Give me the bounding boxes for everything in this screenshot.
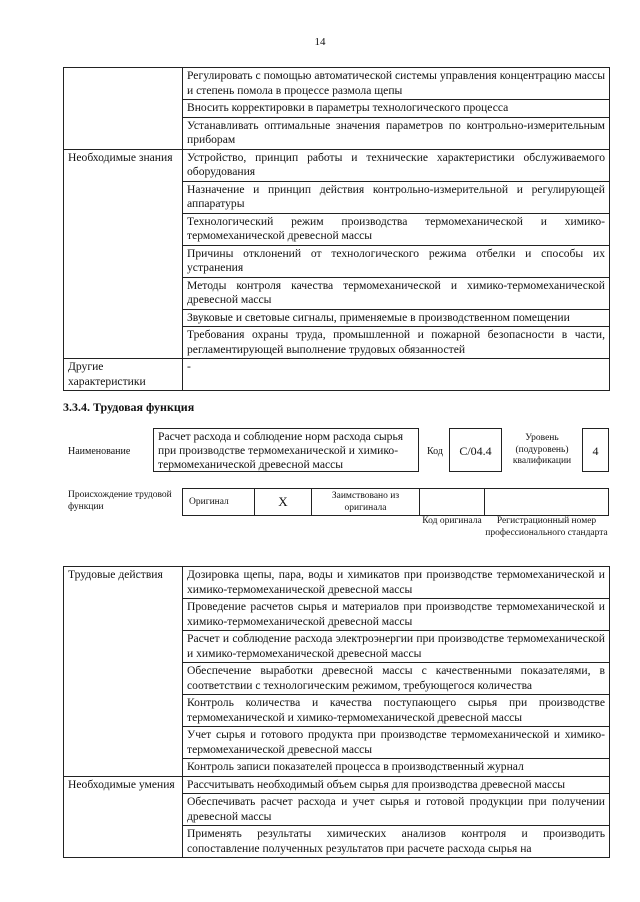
action-item: Дозировка щепы, пара, воды и химикатов при производстве термомеханической и химико-термомеханической древесной массы — [183, 567, 610, 599]
knowledge-item: Методы контроля качества термомеханической и химико-термомеханической древесной массы — [183, 277, 610, 309]
function-name-box: Расчет расхода и соблюдение норм расхода сырья при производстве термомеханической и химико-термомеханической древесной массы — [153, 428, 419, 472]
original-code-box — [419, 488, 485, 516]
action-item: Расчет и соблюдение расхода электроэнергии при производстве термомеханической и химико-термомеханической древесной массы — [183, 631, 610, 663]
action-item: Обеспечение выработки древесной массы с качественными показателями, в соответствии с технологическим режимом, требующегося количества — [183, 663, 610, 695]
table-row — [64, 359, 610, 391]
level-box: 4 — [582, 428, 609, 472]
knowledge-category-label: Другие характеристики — [64, 359, 183, 391]
origin-label: Происхождение трудовой функции — [68, 490, 172, 512]
knowledge-item: Регулировать с помощью автоматической системы управления концентрацию массы и степень помола в процессе размола щепы — [183, 68, 610, 100]
registration-number-box — [484, 488, 609, 516]
level-label: Уровень (подуровень) квалификации — [512, 433, 572, 466]
knowledge-category-label — [64, 68, 183, 150]
action-item: Применять результаты химических анализов контроля и производить сопоставление полученных результатов при расчете расхода сырья на — [183, 826, 610, 858]
action-category-label: Трудовые действия — [64, 567, 183, 777]
action-item: Проведение расчетов сырья и материалов при производстве термомеханической и химико-термомеханической древесной массы — [183, 599, 610, 631]
knowledge-item: Причины отклонений от технологического режима отбелки и способы их устранения — [183, 245, 610, 277]
action-item: Контроль количества и качества поступающего сырья при производстве термомеханической и химико-термомеханической древесной массы — [183, 695, 610, 727]
knowledge-item: - — [183, 359, 610, 391]
action-item: Обеспечивать расчет расхода и учет сырья и готовой продукции при получении древесной массы — [183, 794, 610, 826]
action-item: Контроль записи показателей процесса в производственный журнал — [183, 759, 610, 777]
code-label: Код — [427, 446, 443, 457]
original-mark: X — [254, 488, 312, 516]
action-category-label: Необходимые умения — [64, 776, 183, 858]
knowledge-category-label: Необходимые знания — [64, 149, 183, 359]
original-code-caption: Код оригинала — [422, 516, 482, 526]
knowledge-item: Звуковые и световые сигналы, применяемые в производственном помещении — [183, 309, 610, 327]
skills-knowledge-table — [63, 67, 610, 391]
registration-caption: Регистрационный номер профессионального стандарта — [485, 516, 608, 538]
knowledge-item: Устройство, принцип работы и технические характеристики обслуживаемого оборудования — [183, 149, 610, 181]
table-row — [64, 149, 610, 181]
knowledge-item: Устанавливать оптимальные значения параметров по контрольно-измерительным приборам — [183, 117, 610, 149]
knowledge-item: Технологический режим производства термомеханической и химико-термомеханической древесной массы — [183, 213, 610, 245]
section-title: 3.3.4. Трудовая функция — [63, 400, 195, 414]
table-row — [64, 68, 610, 100]
action-item: Рассчитывать необходимый объем сырья для производства древесной массы — [183, 776, 610, 794]
name-label: Наименование — [68, 446, 131, 457]
original-box: Оригинал — [182, 488, 255, 516]
knowledge-item: Требования охраны труда, промышленной и пожарной безопасности в части, регламентирующей выполнение трудовых обязанностей — [183, 327, 610, 359]
knowledge-item: Назначение и принцип действия контрольно-измерительной и регулирующей аппаратуры — [183, 181, 610, 213]
table-row — [64, 567, 610, 599]
labor-actions-table — [63, 566, 610, 858]
code-box: C/04.4 — [449, 428, 502, 472]
borrowed-box: Заимствовано из оригинала — [311, 488, 420, 516]
action-item: Учет сырья и готового продукта при производстве термомеханической и химико-термомеханической древесной массы — [183, 727, 610, 759]
table-row — [64, 776, 610, 794]
knowledge-item: Вносить корректировки в параметры технологического процесса — [183, 100, 610, 118]
page-number: 14 — [314, 36, 326, 48]
